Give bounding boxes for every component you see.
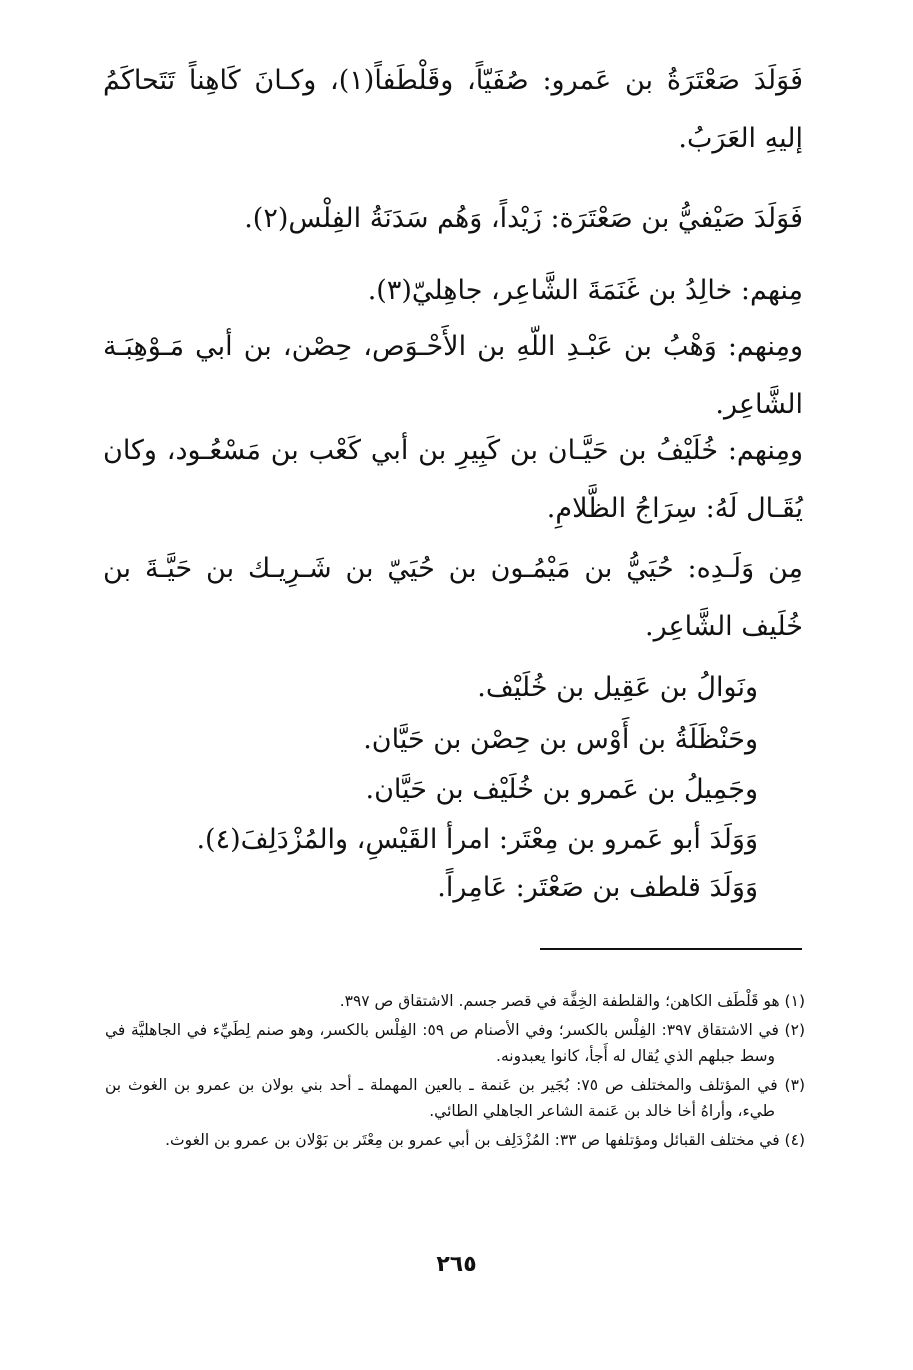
footnote-2: (٢) في الاشتقاق ٣٩٧: الفِلْس بالكسر؛ وفي الأصنام ص ٥٩: الفِلْس بالكسر، وهو صنم لِطَيِّء في الجاهليَّة في وسط جبلهم الذي يُقال له أَجأ، كانوا يعبدونه.	[105, 1021, 805, 1065]
footnote-separator	[540, 948, 802, 950]
paragraph-khulayf: ومِنهم: خُلَيْفُ بن حَيَّـان بن كَبِيرِ بن أبي كَعْب بن مَسْعُـود، وكان يُقَـال لَهُ: سِرَاجُ الظَّلامِ.	[103, 435, 803, 524]
footnote-1: (١) هو قَلْطَف الكاهن؛ والقلطفة الخِفَّة في قصر جسم. الاشتقاق ص ٣٩٧.	[339, 992, 805, 1010]
footnote-3: (٣) في المؤتلف والمختلف ص ٧٥: بُجَير بن عَنمة ـ بالعين المهملة ـ أحد بني بولان بن عمرو بن الغوث بن طيء، وأراهُ أخا خالد بن عَنمة الشاعر الجاهلي الطائي.	[105, 1076, 805, 1120]
line-nawal: ونَوالُ بن عَقِيل بن خُلَيْف.	[477, 672, 758, 703]
line-qaltaf: وَوَلَدَ قلطف بن صَعْتَر: عَامِراً.	[437, 872, 758, 903]
footnotes	[105, 988, 805, 1156]
paragraph-khalid: مِنهم: خالِدُ بن غَنَمَةَ الشَّاعِر، جاهِليّ(٣).	[367, 275, 803, 306]
line-jamil: وجَمِيلُ بن عَمرو بن خُلَيْف بن حَيَّان.	[365, 774, 758, 805]
paragraph-wahb: ومِنهم: وَهْبُ بن عَبْـدِ اللّهِ بن الأَحْـوَص، حِصْن، بن أبي مَـوْهِبَـة الشَّاعِر.	[103, 331, 803, 420]
paragraph-sayfi: فَوَلَدَ صَيْفيُّ بن صَعْتَرَة: زَيْداً، وَهُم سَدَنَةُ الفِلْس(٢).	[244, 203, 803, 234]
paragraph-huyayy: مِن وَلَـدِه: حُيَيُّ بن مَيْمُـون بن حُيَيّ بن شَـرِيـك بن حَيَّـةَ بن خُلَيف الشَّاعِر.	[103, 553, 803, 642]
footnote-4: (٤) في مختلف القبائل ومؤتلفها ص ٣٣: المُزْدَلِف بن أبي عمرو بن مِعْتَر بن بَوْلان بن عمرو بن الغوث.	[165, 1131, 805, 1149]
line-hanzala: وحَنْظَلَةُ بن أَوْس بن حِصْن بن حَيَّان.	[363, 724, 758, 755]
paragraph-saatara: فَوَلَدَ صَعْتَرَةُ بن عَمرو: صُفَيّاً، وقَلْطَفاً(١)، وكـانَ كَاهِناً تَتَحاكَمُ إليهِ العَرَبُ.	[103, 65, 803, 154]
line-abu-amr: وَوَلَدَ أبو عَمرو بن مِعْتَر: امرأ القَيْسِ، والمُزْدَلِفَ(٤).	[196, 824, 758, 855]
page-number: ٢٦٥	[436, 1252, 477, 1277]
